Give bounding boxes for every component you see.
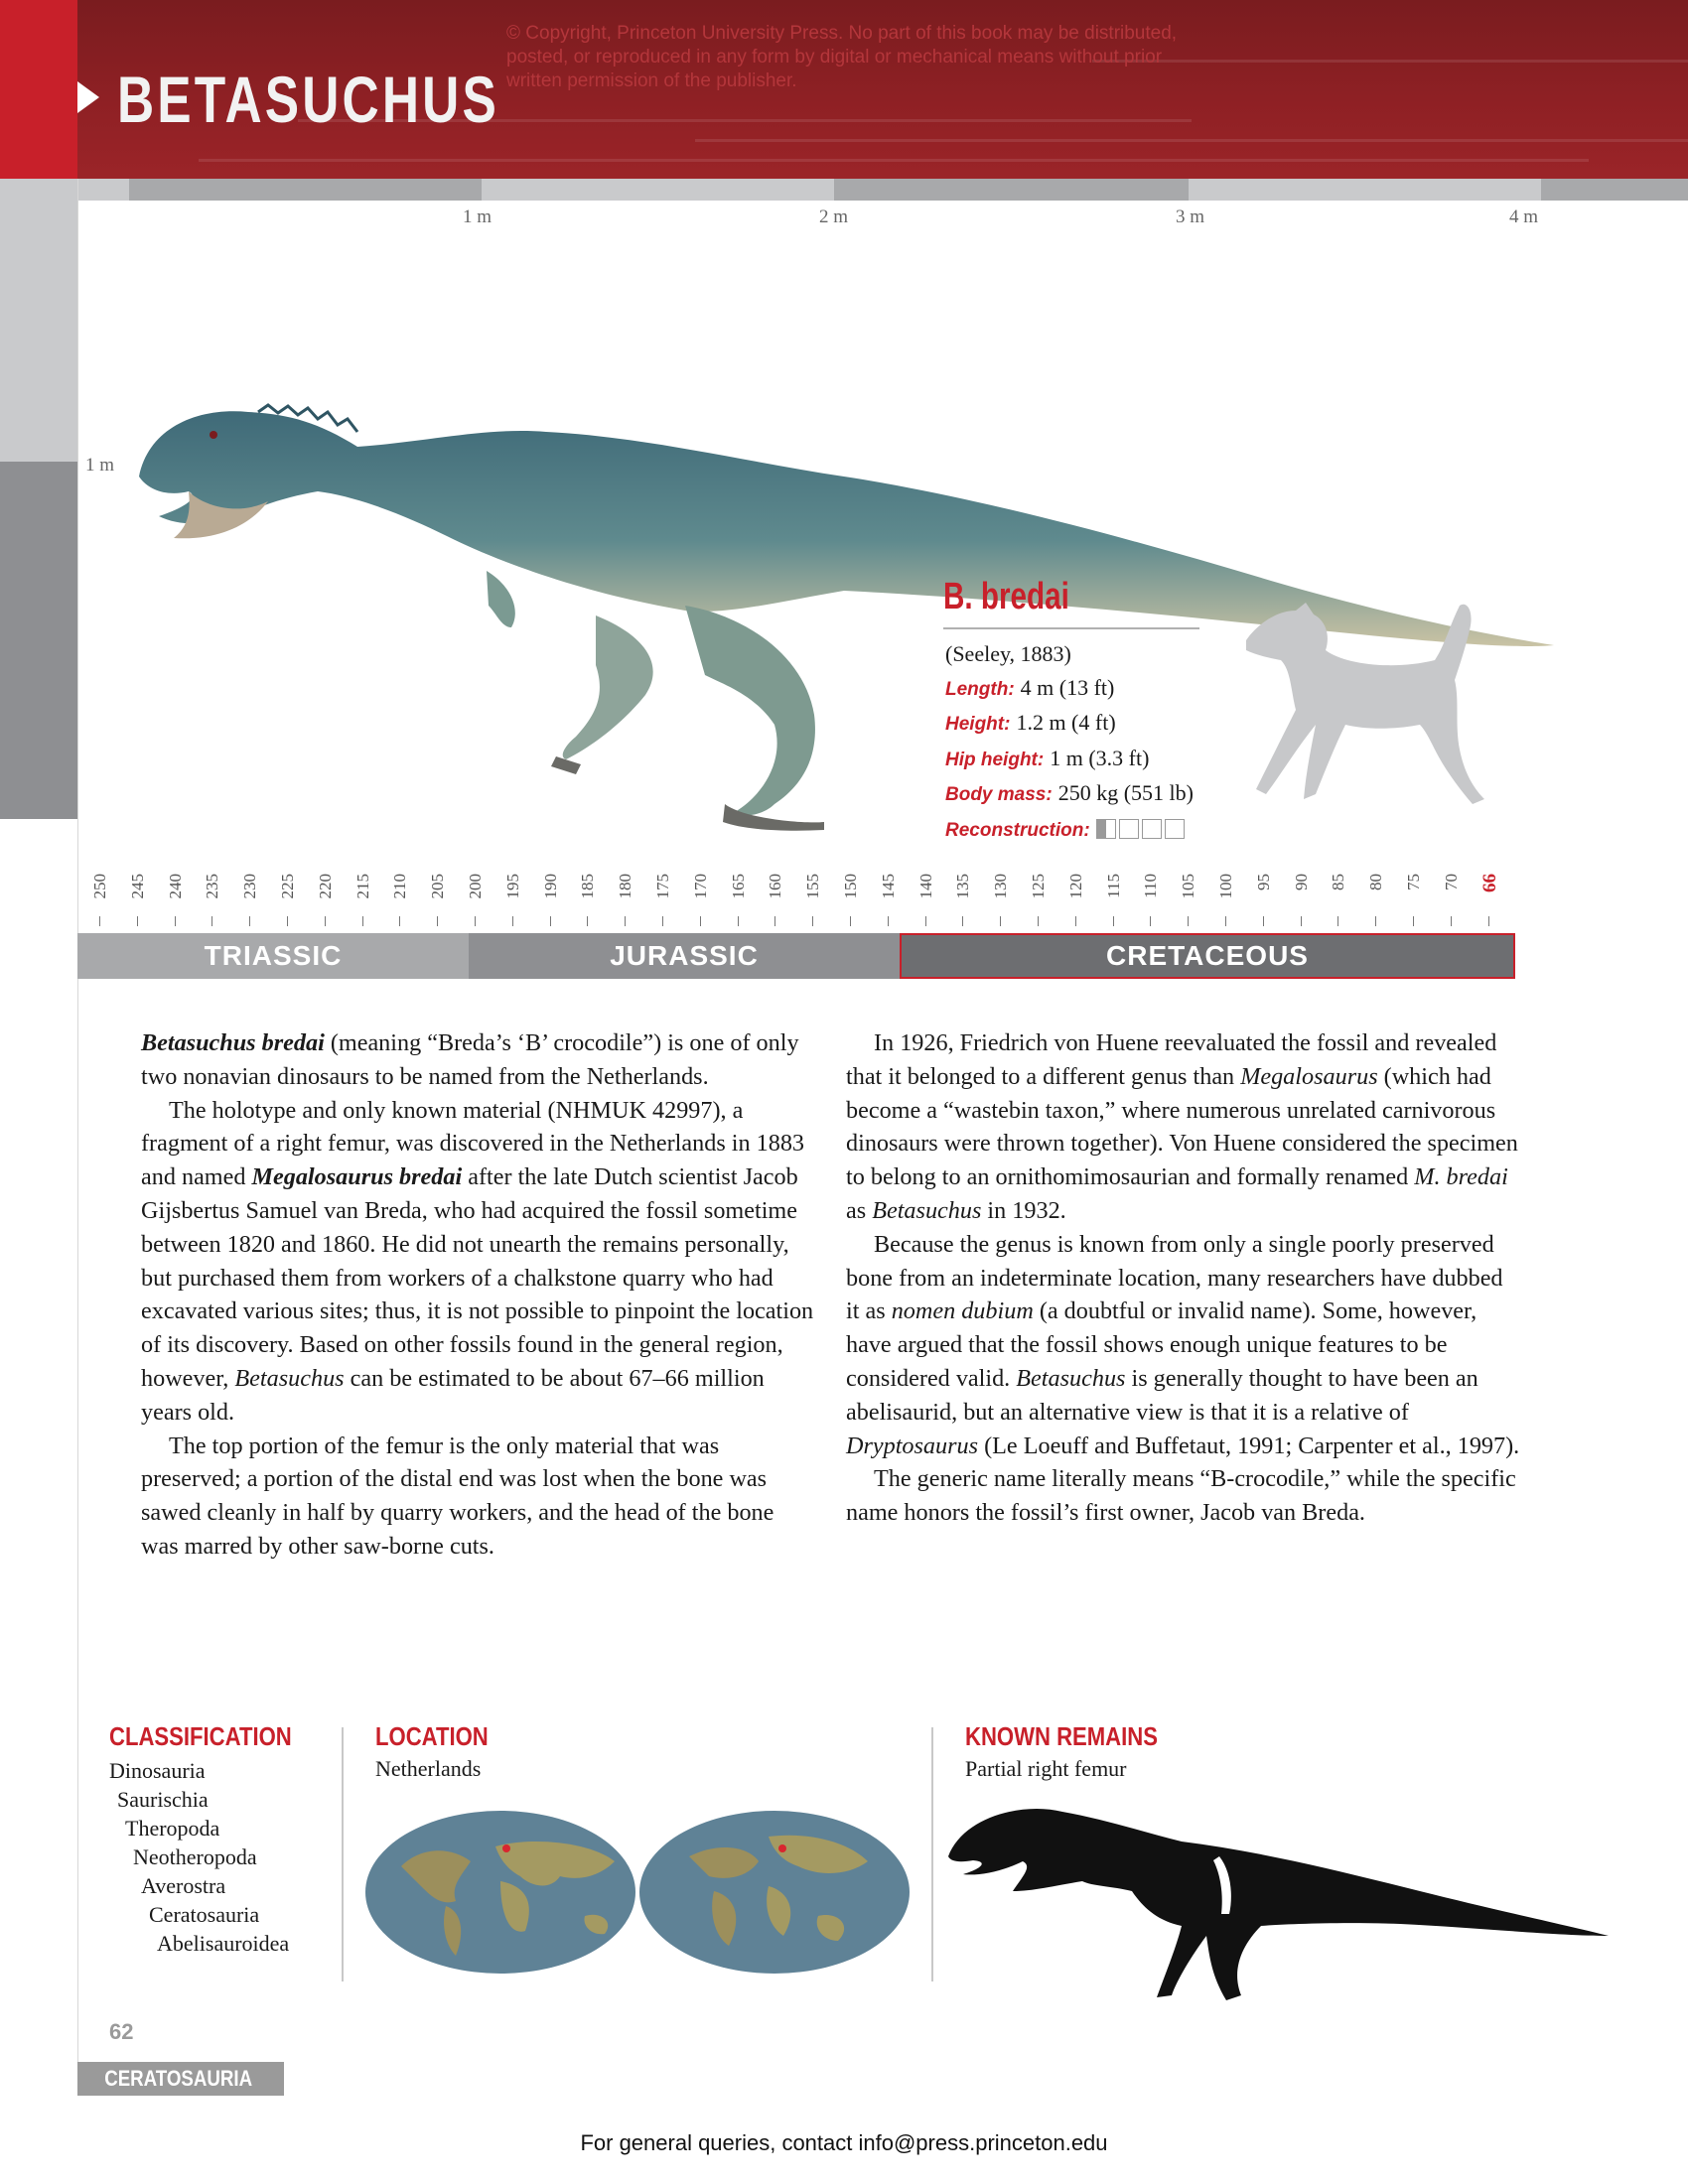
timeline-tick-mark bbox=[1225, 916, 1226, 926]
timeline-tick-mark bbox=[700, 916, 701, 926]
timeline-tick-label: 240 bbox=[165, 874, 185, 899]
timeline-tick-label: 170 bbox=[690, 874, 710, 899]
timeline-tick-mark bbox=[1263, 916, 1264, 926]
geologic-timeline-ticks bbox=[77, 874, 1517, 933]
section-tag bbox=[77, 2062, 284, 2096]
timeline-tick-mark bbox=[925, 916, 926, 926]
skeletal-silhouette bbox=[943, 1797, 1618, 2015]
dog-scale-silhouette bbox=[1236, 591, 1514, 819]
taxon-item: Abelisauroidea bbox=[157, 1931, 290, 1956]
timeline-tick-mark bbox=[738, 916, 739, 926]
timeline-tick-mark bbox=[437, 916, 438, 926]
timeline-tick-label: 190 bbox=[540, 874, 560, 899]
body-mass-value: 250 kg (551 lb) bbox=[1057, 780, 1194, 805]
side-bar-light bbox=[0, 179, 77, 462]
timeline-tick-mark bbox=[1038, 916, 1039, 926]
reconstruction-box-2 bbox=[1119, 819, 1139, 839]
timeline-tick-mark bbox=[287, 916, 288, 926]
taxon-item: Averostra bbox=[141, 1873, 226, 1898]
known-remains-value: Partial right femur bbox=[965, 1756, 1127, 1781]
timeline-tick-label: 230 bbox=[240, 874, 260, 899]
reconstruction-row bbox=[945, 812, 1194, 848]
timeline-tick-label: 150 bbox=[841, 874, 860, 899]
timeline-tick-label: 135 bbox=[953, 874, 973, 899]
timeline-tick-label: 130 bbox=[991, 874, 1011, 899]
paragraph: The generic name literally means “B-crocodile,” while the specific name honors the fossil’s first owner, Jacob van Breda. bbox=[846, 1465, 1516, 1527]
length-value: 4 m (13 ft) bbox=[1020, 674, 1115, 700]
paragraph: Betasuchus bredai (meaning “Breda’s ‘B’ crocodile”) is one of only two nonavian dinosaurs to be named from the Netherlands. bbox=[141, 1029, 799, 1090]
body-mass-label: Body mass: bbox=[945, 784, 1053, 805]
timeline-tick-label: 210 bbox=[390, 874, 410, 899]
timeline-tick-mark bbox=[1113, 916, 1114, 926]
timeline-tick-label: 100 bbox=[1216, 874, 1235, 899]
timeline-tick-label: 235 bbox=[203, 874, 222, 899]
timeline-tick-mark bbox=[475, 916, 476, 926]
paragraph: In 1926, Friedrich von Huene reevaluated the fossil and revealed that it belonged to a different genus than Megalosaurus (which had become a “wastebin taxon,” where numerous unrelated carnivorous dinosaurs were thrown together). Von Huene considered the specimen to belong to an ornithomimosaurian and formally renamed M. bredai as Betasuchus in 1932. bbox=[846, 1029, 1518, 1224]
timeline-tick-label: 200 bbox=[466, 874, 485, 899]
body-mass-row bbox=[945, 776, 1194, 812]
timeline-tick-label: 125 bbox=[1029, 874, 1048, 899]
scale-label-3m: 3 m bbox=[1176, 206, 1205, 227]
timeline-tick-mark bbox=[1451, 916, 1452, 926]
timeline-tick-label: 66 bbox=[1478, 874, 1500, 892]
timeline-tick-mark bbox=[1188, 916, 1189, 926]
scale-label-2m: 2 m bbox=[819, 206, 849, 227]
geologic-period-bar bbox=[77, 933, 1515, 979]
timeline-tick-mark bbox=[587, 916, 588, 926]
species-rule bbox=[943, 627, 1199, 629]
margin-rule bbox=[77, 179, 78, 2095]
timeline-tick-mark bbox=[1000, 916, 1001, 926]
timeline-tick-label: 160 bbox=[766, 874, 785, 899]
height-row bbox=[945, 706, 1194, 742]
classification-heading: CLASSIFICATION bbox=[109, 1721, 292, 1751]
author-line: (Seeley, 1883) bbox=[945, 641, 1071, 666]
species-specs bbox=[945, 637, 1194, 847]
period-triassic: TRIASSIC bbox=[77, 933, 469, 979]
timeline-tick-label: 75 bbox=[1404, 874, 1423, 890]
timeline-tick-mark bbox=[662, 916, 663, 926]
body-column-2 bbox=[846, 1026, 1521, 1530]
scale-label-1m: 1 m bbox=[463, 206, 492, 227]
timeline-tick-label: 115 bbox=[1103, 874, 1123, 898]
length-label: Length: bbox=[945, 678, 1015, 700]
ancient-world-map bbox=[639, 1811, 910, 1974]
paragraph: Because the genus is known from only a single poorly preserved bone from an indeterminate location, many researchers have dubbed it as nomen dubium (a doubtful or invalid name). Some, however, have argued that the fossil shows enough unique features to be considered valid. Betasuchus is generally thought to have been an abelisaurid, but an alternative view is that it is a relative of Dryptosaurus (Le Loeuff and Buffetaut, 1991; Carpenter et al., 1997). bbox=[846, 1230, 1520, 1459]
timeline-tick-label: 140 bbox=[915, 874, 935, 899]
timeline-tick-label: 70 bbox=[1441, 874, 1461, 890]
paragraph: The top portion of the femur is the only material that was preserved; a portion of the distal end was lost when the bone was sawed cleanly in half by quarry workers, and the head of the bone was marred by other saw-borne cuts. bbox=[141, 1432, 774, 1560]
contact-line: For general queries, contact info@press.princeton.edu bbox=[580, 2130, 1108, 2155]
body-column-1 bbox=[141, 1026, 816, 1564]
timeline-tick-label: 105 bbox=[1179, 874, 1198, 899]
scale-label-vertical: 1 m bbox=[85, 455, 115, 476]
timeline-tick-mark bbox=[1150, 916, 1151, 926]
timeline-tick-label: 205 bbox=[428, 874, 448, 899]
timeline-tick-mark bbox=[249, 916, 250, 926]
page-title: BETASUCHUS bbox=[117, 63, 499, 136]
paragraph: The holotype and only known material (NHMUK 42997), a fragment of a right femur, was discovered in the Netherlands in 1883 and named Megalosaurus bredai after the late Dutch scientist Jacob Gijsbertus Samuel van Breda, who had acquired the fossil sometime between 1820 and 1860. He did not unearth the remains personally, but purchased them from workers of a chalkstone quarry who had excavated various sites; thus, it is not possible to pinpoint the location of its discovery. Based on other fossils found in the general region, however, Betasuchus can be estimated to be about 67–66 million years old. bbox=[141, 1096, 814, 1426]
known-remains-heading: KNOWN REMAINS bbox=[965, 1721, 1158, 1751]
timeline-tick-label: 110 bbox=[1141, 874, 1161, 898]
timeline-tick-mark bbox=[512, 916, 513, 926]
reconstruction-meter bbox=[1096, 816, 1188, 841]
timeline-tick-label: 155 bbox=[803, 874, 823, 899]
timeline-tick-label: 250 bbox=[90, 874, 109, 899]
reconstruction-box-4 bbox=[1165, 819, 1185, 839]
section-tag-label: CERATOSAURIA bbox=[104, 2066, 253, 2091]
timeline-tick-label: 225 bbox=[278, 874, 297, 899]
timeline-tick-mark bbox=[99, 916, 100, 926]
taxon-item: Neotheropoda bbox=[133, 1844, 257, 1869]
timeline-tick-mark bbox=[625, 916, 626, 926]
timeline-tick-label: 195 bbox=[502, 874, 522, 899]
timeline-tick-mark bbox=[399, 916, 400, 926]
modern-world-map bbox=[365, 1811, 635, 1974]
section-divider bbox=[931, 1727, 933, 1981]
timeline-tick-label: 145 bbox=[878, 874, 898, 899]
page-number: 62 bbox=[109, 2019, 134, 2044]
timeline-tick-label: 95 bbox=[1253, 874, 1273, 890]
header-accent-bar bbox=[0, 0, 77, 179]
length-row bbox=[945, 671, 1194, 707]
taxon-item: Saurischia bbox=[117, 1787, 209, 1812]
taxon-item: Dinosauria bbox=[109, 1758, 206, 1783]
hip-height-value: 1 m (3.3 ft) bbox=[1050, 745, 1150, 770]
timeline-tick-label: 185 bbox=[578, 874, 598, 899]
location-heading: LOCATION bbox=[375, 1721, 489, 1751]
classification-list bbox=[109, 1756, 289, 1958]
timeline-tick-mark bbox=[774, 916, 775, 926]
timeline-tick-mark bbox=[1301, 916, 1302, 926]
reconstruction-box-1 bbox=[1096, 819, 1116, 839]
timeline-tick-label: 80 bbox=[1366, 874, 1386, 890]
taxon-item: Ceratosauria bbox=[149, 1902, 260, 1927]
section-divider bbox=[342, 1727, 344, 1981]
timeline-tick-label: 215 bbox=[352, 874, 372, 899]
timeline-tick-label: 85 bbox=[1329, 874, 1348, 890]
timeline-tick-label: 90 bbox=[1291, 874, 1311, 890]
timeline-tick-mark bbox=[211, 916, 212, 926]
timeline-tick-mark bbox=[1375, 916, 1376, 926]
species-name: B. bredai bbox=[943, 576, 1069, 617]
timeline-tick-label: 220 bbox=[315, 874, 335, 899]
side-bar-dark bbox=[0, 462, 77, 819]
taxon-item: Theropoda bbox=[125, 1816, 220, 1841]
timeline-tick-label: 165 bbox=[728, 874, 748, 899]
height-label: Height: bbox=[945, 714, 1011, 735]
timeline-tick-mark bbox=[550, 916, 551, 926]
timeline-tick-mark bbox=[325, 916, 326, 926]
location-value: Netherlands bbox=[375, 1756, 482, 1781]
timeline-tick-mark bbox=[137, 916, 138, 926]
timeline-tick-label: 120 bbox=[1065, 874, 1085, 899]
timeline-tick-mark bbox=[362, 916, 363, 926]
timeline-tick-mark bbox=[1413, 916, 1414, 926]
timeline-tick-mark bbox=[888, 916, 889, 926]
title-arrow-icon bbox=[77, 81, 99, 113]
reconstruction-label: Reconstruction: bbox=[945, 819, 1090, 841]
timeline-tick-mark bbox=[1075, 916, 1076, 926]
timeline-tick-label: 180 bbox=[616, 874, 635, 899]
hip-height-row bbox=[945, 742, 1194, 777]
copyright-notice: © Copyright, Princeton University Press. No part of this book may be distributed, posted, or reproduced in any form by digital or mechanical means without prior written permission of the publisher. bbox=[506, 23, 1178, 91]
timeline-tick-mark bbox=[1488, 916, 1489, 926]
hip-height-label: Hip height: bbox=[945, 749, 1045, 770]
period-cretaceous: CRETACEOUS bbox=[900, 933, 1515, 979]
timeline-tick-label: 175 bbox=[653, 874, 672, 899]
timeline-tick-mark bbox=[175, 916, 176, 926]
scale-bar bbox=[77, 179, 1688, 201]
world-maps bbox=[361, 1807, 917, 1978]
timeline-tick-mark bbox=[850, 916, 851, 926]
scale-label-4m: 4 m bbox=[1509, 206, 1539, 227]
timeline-tick-label: 245 bbox=[127, 874, 147, 899]
timeline-tick-mark bbox=[1337, 916, 1338, 926]
timeline-tick-mark bbox=[962, 916, 963, 926]
timeline-tick-mark bbox=[812, 916, 813, 926]
reconstruction-box-3 bbox=[1142, 819, 1162, 839]
height-value: 1.2 m (4 ft) bbox=[1016, 710, 1116, 735]
period-jurassic: JURASSIC bbox=[469, 933, 900, 979]
